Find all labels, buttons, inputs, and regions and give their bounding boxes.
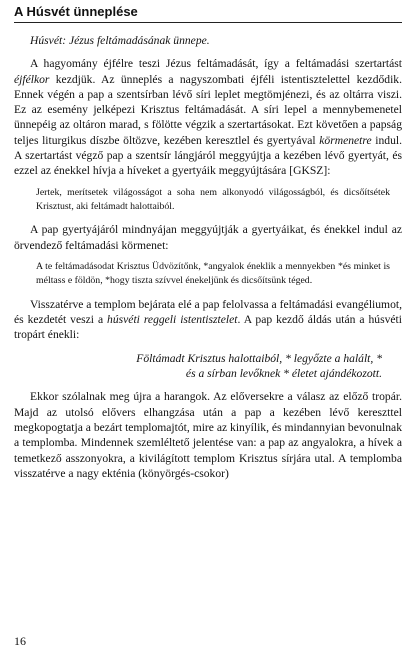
hymn-line-1: Föltámadt Krisztus halottaiból, * legyőzte a halált, *: [136, 351, 382, 365]
paragraph-4: Ekkor szólalnak meg újra a harangok. Az előversekre a válasz az előző tropár. Majd az utolsó elővers elhangzása után a pap a kezében lévő kereszttel megkopogtatja a bezárt templomajtót, mire az kinyílik, és mindannyian bevonulnak a templomba. Mindennek szemléltető jelentése van: a pap az angyalokra, a hívek a temetkező asszonyokra, a kivilágított templom Krisztus sírjára utal. A templomba visszatérve a nagy ekténia (könyörgés-csokor): [14, 390, 402, 480]
emphasis: körmenetre: [319, 133, 372, 147]
emphasis: éjfélkor: [14, 72, 50, 86]
text-run: indul. A szertartást végző pap a szentsír lángjáról meggyújtja a kezében lévő gyertyát, és ezzel az énekkel hívja a híveket a gyertyáik meggyújtására [GKSZ]:: [14, 133, 402, 178]
page-number: 16: [14, 634, 26, 648]
emphasis: húsvéti reggeli istentisztelet: [107, 313, 238, 327]
text-run: kezdjük. Az ünneplés a nagyszombati éjféli istentisztelettel kezdődik. Ennek végén a pap a szentsírban lévő síri leplet megtömjénezi, és az oltárra viszi. Ez az esemény jelképezi Krisztus feltámadását. A síri lepel a mennybemenetel ünnepéig az oltáron marad, s fölötte végzik a szertartásokat. Ezt követően a papság teljes liturgikus díszbe öltözve, kezében keresztlel és gyertyával: [14, 72, 402, 147]
troparion-hymn: [14, 351, 402, 382]
hymn-line-2: és a sírban levőknek * életet ajándékozott.: [185, 367, 382, 381]
text-run: A hagyomány éjfélre teszi Jézus feltámadását, így a feltámadási szertartást: [30, 57, 402, 71]
paragraph-1: [14, 56, 402, 178]
chant-quote-1: Jertek, merítsetek világosságot a soha nem alkonyodó világosságból, és dicsőítsétek Krisztust, aki feltámadt halottaiból.: [36, 186, 390, 213]
section-subtitle: Húsvét: Jézus feltámadásának ünnepe.: [30, 34, 210, 47]
chant-quote-2: A te feltámadásodat Krisztus Üdvözítőnk, *angyalok éneklik a mennyekben *és minket is méltass e földön, *hogy tiszta szívvel énekeljünk és dicsőítsünk téged.: [36, 261, 390, 287]
page-body: [14, 33, 402, 481]
text-run: . A pap kezdő áldás után a húsvéti tropárt énekli:: [14, 313, 402, 342]
paragraph-3: [14, 297, 402, 343]
running-header: A Húsvét ünneplése: [14, 3, 402, 23]
text-run: Visszatérve a templom bejárata elé a pap felolvassa a feltámadási evangéliumot, és kezdetét veszi a: [14, 297, 402, 327]
paragraph-2: A pap gyertyájáról mindnyájan meggyújtják a gyertyáikat, és énekkel indul az örvendező feltámadási körmenet:: [14, 223, 402, 252]
